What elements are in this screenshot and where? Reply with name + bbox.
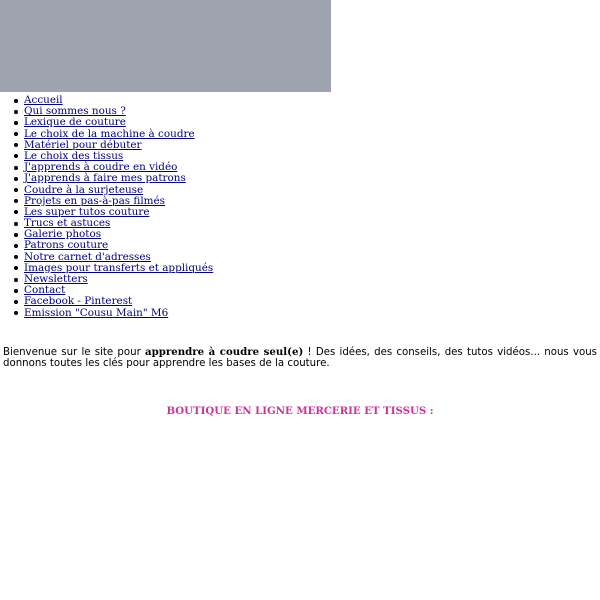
bullet-icon: [14, 166, 18, 170]
shop-heading: BOUTIQUE EN LIGNE MERCERIE ET TISSUS :: [166, 405, 434, 417]
intro-highlight: apprendre à coudre seul(e): [145, 346, 304, 358]
bullet-icon: [14, 110, 18, 114]
main-nav-list: [0, 95, 213, 319]
bullet-icon: [14, 244, 18, 248]
nav-link-choix-machine[interactable]: Le choix de la machine à coudre: [24, 127, 195, 140]
bullet-icon: [14, 132, 18, 136]
nav-link-super-tutos[interactable]: Les super tutos couture: [24, 205, 150, 218]
nav-link-patrons-couture[interactable]: Patrons couture: [24, 239, 109, 252]
nav-link-trucs[interactable]: Trucs et astuces: [24, 217, 111, 230]
bullet-icon: [14, 188, 18, 192]
header-banner: [0, 0, 331, 92]
nav-link-projets[interactable]: Projets en pas-à-pas filmés: [24, 194, 166, 207]
nav-link-images-transferts[interactable]: Images pour transferts et appliqués: [24, 261, 214, 274]
bullet-icon: [14, 210, 18, 214]
bullet-icon: [14, 154, 18, 158]
nav-link-choix-tissus[interactable]: Le choix des tissus: [24, 149, 124, 162]
bullet-icon: [14, 255, 18, 259]
nav-link-facebook-pinterest[interactable]: Facebook - Pinterest: [24, 295, 133, 308]
nav-link-materiel[interactable]: Matériel pour débuter: [24, 138, 142, 151]
nav-item-cousu-main: [24, 308, 213, 319]
bullet-icon: [14, 199, 18, 203]
bullet-icon: [14, 266, 18, 270]
intro-text-start: Bienvenue sur le site pour: [3, 347, 145, 358]
bullet-icon: [14, 233, 18, 237]
intro-paragraph: [3, 347, 597, 370]
nav-link-surjeteuse[interactable]: Coudre à la surjeteuse: [24, 183, 144, 196]
nav-link-newsletters[interactable]: Newsletters: [24, 273, 88, 285]
bullet-icon: [14, 143, 18, 147]
nav-link-lexique[interactable]: Lexique de couture: [24, 116, 126, 129]
bullet-icon: [14, 177, 18, 181]
bullet-icon: [14, 311, 18, 315]
intro-text-end: ! Des idées, des conseils, des tutos vidéos... nous vous donnons toutes les clés pour apprendre les bases de la couture.: [3, 347, 597, 370]
bullet-icon: [14, 300, 18, 304]
bullet-icon: [14, 99, 18, 103]
nav-link-accueil[interactable]: Accueil: [24, 94, 63, 106]
nav-link-carnet[interactable]: Notre carnet d'adresses: [24, 250, 151, 263]
nav-link-cousu-main[interactable]: Emission "Cousu Main" M6: [24, 306, 169, 319]
nav-link-qui-sommes-nous[interactable]: Qui sommes nous ?: [24, 105, 126, 118]
nav-link-coudre-video[interactable]: J'apprends à coudre en vidéo: [24, 161, 178, 174]
bullet-icon: [14, 278, 18, 282]
bullet-icon: [14, 121, 18, 125]
nav-link-patrons-faire[interactable]: J'apprends à faire mes patrons: [24, 172, 186, 185]
nav-link-galerie[interactable]: Galerie photos: [24, 228, 102, 241]
nav-link-contact[interactable]: Contact: [24, 284, 66, 297]
bullet-icon: [14, 289, 18, 293]
bullet-icon: [14, 222, 18, 226]
